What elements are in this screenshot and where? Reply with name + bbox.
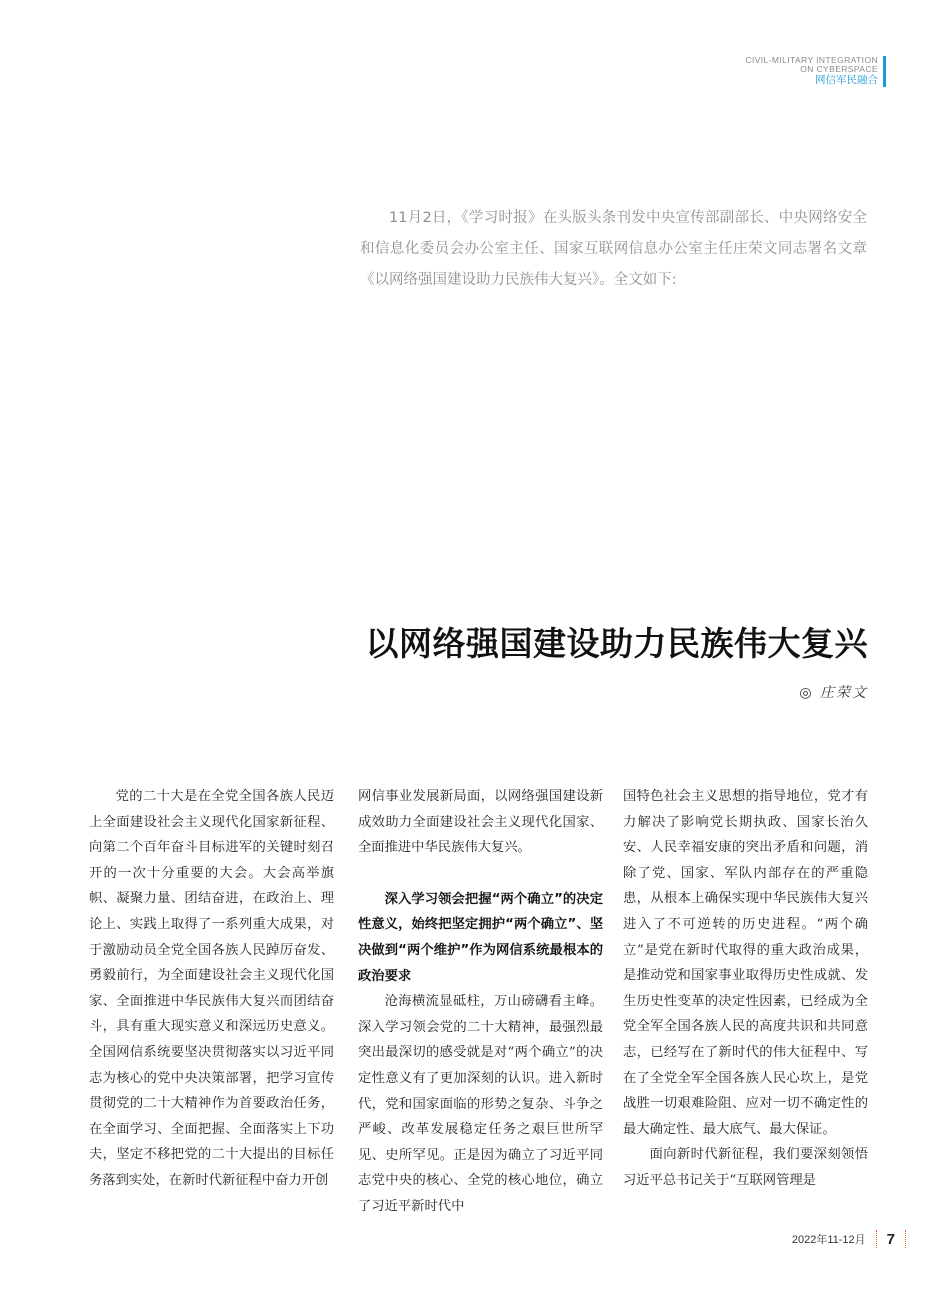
body-paragraph: 沧海横流显砥柱，万山磅礴看主峰。深入学习领会党的二十大精神，最强烈最突出最深切的感受就是对“两个确立”的决定性意义有了更加深刻的认识。进入新时代，党和国家面临的形势之复杂、斗争之严峻、改革发展稳定任务之艰巨世所罕见、史所罕见。正是因为确立了习近平同志党中央的核心、全党的核心地位，确立了习近平新时代中 xyxy=(358,994,603,1214)
section-header xyxy=(745,56,878,86)
article-author: ◎ 庄荣文 xyxy=(799,685,868,701)
body-column-1 xyxy=(89,784,334,1194)
section-header-cn: 网信军民融合 xyxy=(815,73,878,86)
article-title: 以网络强国建设助力民族伟大复兴 xyxy=(365,624,868,663)
section-subheading: 深入学习领会把握“两个确立”的决定性意义，始终把坚定拥护“两个确立”、坚决做到“两个维护”作为网信系统最根本的政治要求 xyxy=(358,891,603,984)
page-footer xyxy=(792,1230,906,1248)
body-column-3 xyxy=(623,784,868,1194)
section-header-accent-bar xyxy=(883,56,886,87)
body-paragraph: 国特色社会主义思想的指导地位，党才有力解决了影响党长期执政、国家长治久安、人民幸福安康的突出矛盾和问题，消除了党、国家、军队内部存在的严重隐患，从根本上确保实现中华民族伟大复兴进入了不可逆转的历史进程。“两个确立”是党在新时代取得的重大政治成果，是推动党和国家事业取得历史性成就、发生历史性变革的决定性因素，已经成为全党全军全国各族人民的高度共识和共同意志，已经写在了新时代的伟大征程中、写在了全党全军全国各族人民心坎上，是党战胜一切艰难险阻、应对一切不确定性的最大确定性、最大底气、最大保证。 xyxy=(623,789,868,1137)
body-paragraph: 网信事业发展新局面，以网络强国建设新成效助力全面建设社会主义现代化国家、全面推进中华民族伟大复兴。 xyxy=(358,789,603,856)
body-column-2 xyxy=(358,784,603,1220)
issue-date: 2022年11-12月 xyxy=(791,1234,866,1246)
footer-separator xyxy=(876,1230,877,1248)
section-header-en-line1: CIVIL-MILITARY INTEGRATION xyxy=(745,55,878,65)
page-number: 7 xyxy=(886,1230,895,1248)
body-paragraph: 党的二十大是在全党全国各族人民迈上全面建设社会主义现代化国家新征程、向第二个百年奋斗目标进军的关键时刻召开的一次十分重要的大会。大会高举旗帜、凝聚力量、团结奋进，在政治上、理论上、实践上取得了一系列重大成果，对于激励动员全党全国各族人民踔厉奋发、勇毅前行，为全面建设社会主义现代化国家、全面推进中华民族伟大复兴而团结奋斗，具有重大现实意义和深远历史意义。全国网信系统要坚决贯彻落实以习近平同志为核心的党中央决策部署，把学习宣传贯彻党的二十大精神作为首要政治任务，在全面学习、全面把握、全面落实上下功夫，坚定不移把党的二十大提出的目标任务落到实处，在新时代新征程中奋力开创 xyxy=(89,789,334,1188)
section-header-en-line2: ON CYBERSPACE xyxy=(800,63,878,74)
body-paragraph: 面向新时代新征程，我们要深刻领悟习近平总书记关于“互联网管理是 xyxy=(623,1147,868,1188)
lead-paragraph: 11月2日，《学习时报》在头版头条刊发中央宣传部副部长、中央网络安全和信息化委员会办公室主任、国家互联网信息办公室主任庄荣文同志署名文章《以网络强国建设助力民族伟大复兴》。全文如下: xyxy=(360,210,867,288)
footer-separator xyxy=(905,1230,906,1248)
